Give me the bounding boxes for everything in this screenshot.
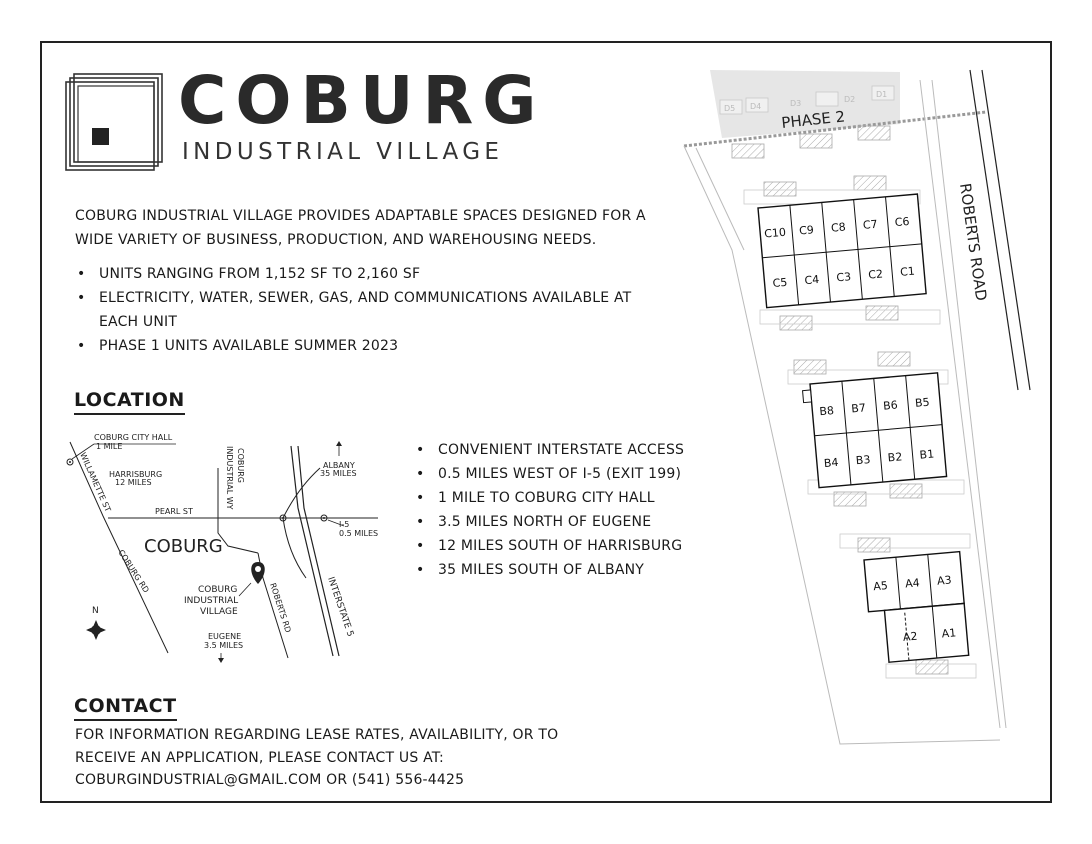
phase2-unit: D4 <box>750 102 762 111</box>
map-label: 35 MILES <box>320 469 357 478</box>
map-label: ROBERTS RD <box>268 581 293 634</box>
unit-label: A2 <box>902 629 918 644</box>
north-label: N <box>92 606 99 616</box>
list-item: • PHASE 1 UNITS AVAILABLE SUMMER 2023 <box>75 334 665 358</box>
list-item: • ELECTRICITY, WATER, SEWER, GAS, AND COMMUNICATIONS AVAILABLE AT EACH UNIT <box>75 286 665 334</box>
intro-paragraph: COBURG INDUSTRIAL VILLAGE PROVIDES ADAPTABLE SPACES DESIGNED FOR A WIDE VARIETY OF BUSINESS, PRODUCTION, AND WAREHOUSING NEEDS. <box>75 208 646 248</box>
map-label: WILLAMETTE ST <box>78 451 113 514</box>
unit-label: C3 <box>835 270 852 285</box>
phase2-label: PHASE 2 <box>780 107 846 132</box>
unit-label: B8 <box>818 404 835 419</box>
map-label: ALBANY <box>323 461 355 470</box>
unit-label: C7 <box>862 217 879 232</box>
map-label: INDUSTRIAL WY <box>225 446 234 510</box>
map-label: COBURG RD <box>116 548 151 595</box>
list-item: • UNITS RANGING FROM 1,152 SF TO 2,160 SF <box>75 262 665 286</box>
map-label: COBURG <box>236 448 245 483</box>
map-label: 1 MILE <box>96 442 123 451</box>
unit-label: B5 <box>914 395 931 410</box>
contact-block <box>75 724 635 792</box>
phase2-unit: D1 <box>876 90 888 99</box>
unit-label: B2 <box>887 450 903 465</box>
contact-heading: CONTACT <box>74 695 177 721</box>
phase2-unit: D3 <box>790 99 802 108</box>
brand-title: COBURG <box>178 62 546 139</box>
map-label: COBURG CITY HALL <box>94 433 173 442</box>
contact-line: RECEIVE AN APPLICATION, PLEASE CONTACT US AT: <box>75 749 444 766</box>
unit-label: C4 <box>803 272 820 288</box>
phase2-unit: D5 <box>724 104 736 113</box>
list-item: • 1 MILE TO COBURG CITY HALL <box>414 486 734 510</box>
site-plan <box>640 60 1040 760</box>
list-item: • 12 MILES SOUTH OF HARRISBURG <box>414 534 734 558</box>
map-label: INTERSTATE 5 <box>325 575 355 639</box>
unit-label: C1 <box>899 264 916 279</box>
list-item: • 35 MILES SOUTH OF ALBANY <box>414 558 734 582</box>
unit-label: C8 <box>830 220 847 235</box>
unit-label: A1 <box>941 626 957 641</box>
unit-label: C2 <box>867 267 884 282</box>
contact-email-phone: COBURGINDUSTRIAL@GMAIL.COM OR (541) 556-4425 <box>75 772 465 788</box>
map-label: PEARL ST <box>155 507 193 516</box>
map-label: EUGENE <box>208 632 242 641</box>
map-label: VILLAGE <box>200 607 238 617</box>
unit-label: C9 <box>798 223 815 238</box>
unit-label: A4 <box>904 576 921 591</box>
unit-label: A5 <box>872 579 889 594</box>
unit-label: B7 <box>850 401 867 416</box>
brand-subtitle: INDUSTRIAL VILLAGE <box>182 139 504 165</box>
unit-label: B1 <box>919 447 935 462</box>
map-label: 12 MILES <box>115 478 152 487</box>
map-label: 0.5 MILES <box>339 529 379 538</box>
unit-label: B6 <box>882 398 899 413</box>
map-label: 3.5 MILES <box>204 641 244 650</box>
contact-line: FOR INFORMATION REGARDING LEASE RATES, AVAILABILITY, OR TO <box>75 727 559 743</box>
list-item: • 0.5 MILES WEST OF I-5 (EXIT 199) <box>414 462 734 486</box>
unit-label: C5 <box>772 275 788 290</box>
location-map <box>58 428 398 664</box>
unit-label: B3 <box>855 453 871 468</box>
logo-icon <box>64 72 164 172</box>
feature-list <box>75 262 665 358</box>
location-heading: LOCATION <box>74 389 185 415</box>
map-label: COBURG <box>198 585 238 595</box>
map-label: COBURG <box>144 536 223 557</box>
list-item: • 3.5 MILES NORTH OF EUGENE <box>414 510 734 534</box>
road-label: ROBERTS ROAD <box>956 182 991 302</box>
map-label: HARRISBURG <box>109 470 163 479</box>
list-item: • CONVENIENT INTERSTATE ACCESS <box>414 438 734 462</box>
unit-label: C10 <box>763 225 787 241</box>
unit-label: B4 <box>823 455 840 471</box>
map-label: INDUSTRIAL <box>184 596 239 606</box>
map-label: I-5 <box>339 520 350 529</box>
phase2-unit: D2 <box>844 95 856 104</box>
unit-label: A3 <box>936 573 953 588</box>
unit-label: C6 <box>894 214 910 230</box>
